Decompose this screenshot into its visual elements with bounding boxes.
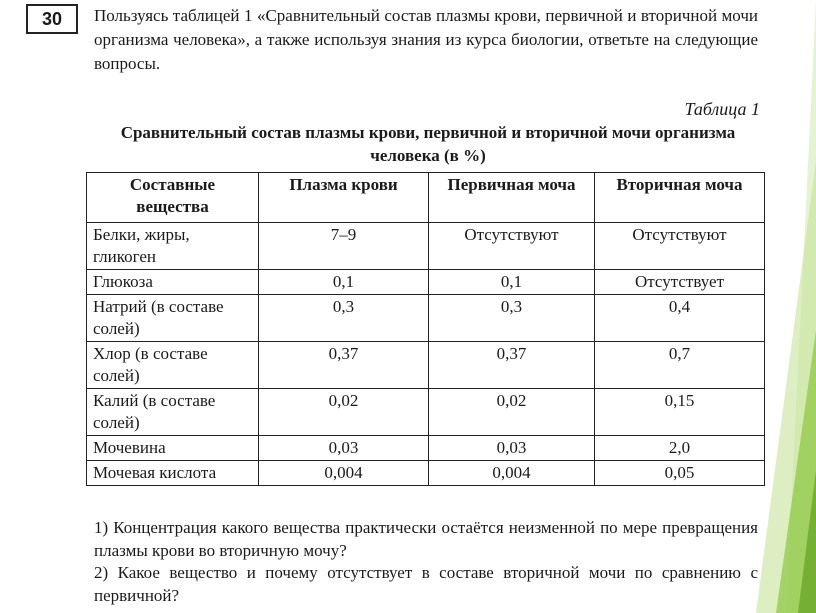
cell-primary: 0,3 [429, 295, 595, 342]
question-number-box: 30 [26, 4, 78, 34]
cell-secondary: Отсутствует [595, 270, 765, 295]
cell-secondary: 0,15 [595, 389, 765, 436]
cell-primary: 0,37 [429, 342, 595, 389]
cell-plasma: 7–9 [259, 223, 429, 270]
cell-substance: Хлор (в составе солей) [87, 342, 259, 389]
cell-secondary: 0,05 [595, 461, 765, 486]
cell-plasma: 0,004 [259, 461, 429, 486]
cell-secondary: 0,7 [595, 342, 765, 389]
cell-plasma: 0,03 [259, 436, 429, 461]
composition-table [86, 172, 765, 486]
cell-substance: Мочевина [87, 436, 259, 461]
question-1: 1) Концентрация какого вещества практически остаётся неизменной по мере превращения плазмы крови во вторичную мочу? [94, 518, 758, 560]
cell-plasma: 0,37 [259, 342, 429, 389]
header-blood-plasma: Плазма крови [259, 173, 429, 223]
cell-substance: Глюкоза [87, 270, 259, 295]
table-row [87, 270, 765, 295]
cell-plasma: 0,02 [259, 389, 429, 436]
table-row [87, 389, 765, 436]
table-row [87, 223, 765, 270]
header-secondary-urine: Вторичная моча [595, 173, 765, 223]
cell-primary: 0,03 [429, 436, 595, 461]
cell-substance: Калий (в составе солей) [87, 389, 259, 436]
table-caption: Таблица 1 [684, 99, 760, 119]
questions-block [94, 517, 758, 607]
cell-substance: Белки, жиры, гликоген [87, 223, 259, 270]
table-header-row [87, 173, 765, 223]
cell-primary: 0,02 [429, 389, 595, 436]
cell-secondary: 2,0 [595, 436, 765, 461]
table-row [87, 342, 765, 389]
cell-primary: 0,004 [429, 461, 595, 486]
cell-secondary: 0,4 [595, 295, 765, 342]
cell-primary: Отсутствуют [429, 223, 595, 270]
header-substances: Составные вещества [87, 173, 259, 223]
cell-plasma: 0,1 [259, 270, 429, 295]
table-row [87, 461, 765, 486]
table-row [87, 295, 765, 342]
table-row [87, 436, 765, 461]
intro-text: Пользуясь таблицей 1 «Сравнительный состав плазмы крови, первичной и вторичной мочи организма человека», а также используя знания из курса биологии, ответьте на следующие вопросы. [94, 6, 758, 73]
cell-substance: Натрий (в составе солей) [87, 295, 259, 342]
cell-substance: Мочевая кислота [87, 461, 259, 486]
question-2: 2) Какое вещество и почему отсутствует в составе вторичной мочи по сравнению с первичной? [94, 563, 758, 605]
cell-secondary: Отсутствуют [595, 223, 765, 270]
table-title: Сравнительный состав плазмы крови, первичной и вторичной мочи организма человека (в %) [120, 123, 736, 165]
cell-plasma: 0,3 [259, 295, 429, 342]
header-primary-urine: Первичная моча [429, 173, 595, 223]
cell-primary: 0,1 [429, 270, 595, 295]
